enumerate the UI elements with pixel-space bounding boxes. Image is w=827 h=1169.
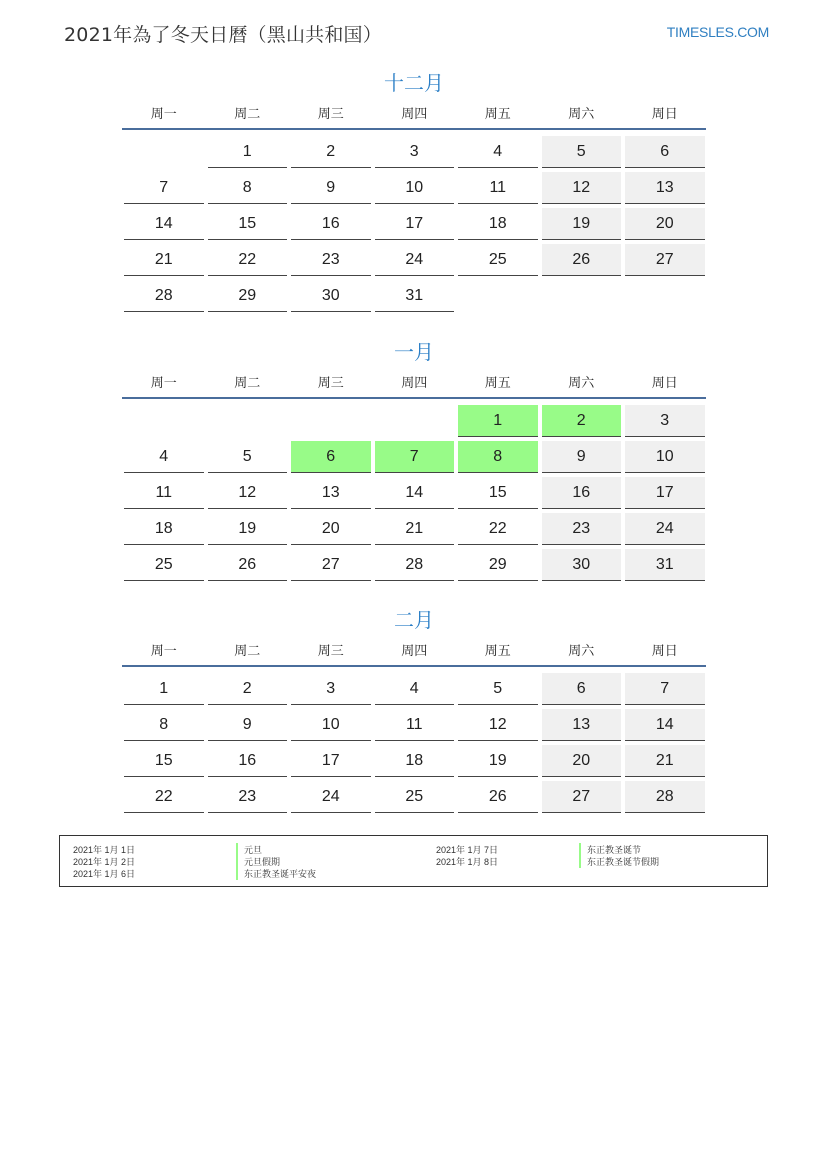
day-cell: 29 (458, 549, 538, 581)
weekend-day-cell: 20 (542, 745, 622, 777)
day-cell: 23 (208, 781, 288, 813)
day-grid (122, 671, 706, 815)
weekend-day-cell: 28 (625, 781, 705, 813)
weekend-day-cell: 10 (625, 441, 705, 473)
weekday-label: 周三 (317, 644, 344, 659)
month-february (122, 607, 706, 815)
day-cell: 28 (124, 280, 204, 312)
day-cell: 12 (208, 477, 288, 509)
day-cell: 5 (458, 673, 538, 705)
weekday-label: 周三 (317, 376, 344, 391)
weekday-label: 周五 (484, 107, 511, 122)
weekday-label: 周日 (651, 107, 678, 122)
day-cell: 18 (124, 513, 204, 545)
day-cell: 31 (375, 280, 455, 312)
weekday-label: 周三 (317, 107, 344, 122)
weekend-day-cell: 13 (625, 172, 705, 204)
legend-date: 2021年 1月 6日 (73, 869, 136, 879)
weekend-day-cell: 27 (625, 244, 705, 276)
month-december (122, 70, 706, 314)
weekday-label: 周四 (401, 107, 428, 122)
legend-date: 2021年 1月 7日 (436, 845, 499, 855)
day-cell: 19 (458, 745, 538, 777)
weekend-day-cell: 14 (625, 709, 705, 741)
weekend-day-cell: 12 (542, 172, 622, 204)
day-cell: 17 (291, 745, 371, 777)
legend-date: 2021年 1月 1日 (73, 845, 136, 855)
day-cell: 9 (291, 172, 371, 204)
empty-day-cell (458, 280, 538, 312)
day-cell: 13 (291, 477, 371, 509)
day-cell: 3 (375, 136, 455, 168)
day-cell: 26 (458, 781, 538, 813)
weekday-label: 周五 (484, 376, 511, 391)
weekday-label: 周四 (401, 376, 428, 391)
day-cell: 11 (458, 172, 538, 204)
legend-holiday-name: 元旦 (236, 843, 262, 856)
weekend-day-cell: 7 (625, 673, 705, 705)
weekend-day-cell: 19 (542, 208, 622, 240)
day-cell: 16 (291, 208, 371, 240)
day-cell: 10 (375, 172, 455, 204)
day-cell: 21 (124, 244, 204, 276)
legend-holiday-name: 元旦假期 (236, 855, 280, 868)
weekday-label: 周五 (484, 644, 511, 659)
weekday-label: 周六 (568, 376, 595, 391)
empty-day-cell (208, 405, 288, 437)
day-cell: 19 (208, 513, 288, 545)
weekend-day-cell: 21 (625, 745, 705, 777)
legend-holiday-name: 东正教圣诞节假期 (579, 855, 659, 868)
day-cell: 25 (458, 244, 538, 276)
day-cell: 25 (375, 781, 455, 813)
weekday-header (122, 643, 706, 667)
weekend-day-cell: 26 (542, 244, 622, 276)
weekday-label: 周一 (150, 107, 177, 122)
weekday-label: 周一 (150, 644, 177, 659)
day-cell: 16 (208, 745, 288, 777)
day-cell: 28 (375, 549, 455, 581)
holiday-day-cell: 8 (458, 441, 538, 473)
day-cell: 21 (375, 513, 455, 545)
weekday-header (122, 106, 706, 130)
day-cell: 7 (124, 172, 204, 204)
holiday-legend (59, 835, 768, 887)
weekday-label: 周日 (651, 376, 678, 391)
holiday-day-cell: 2 (542, 405, 622, 437)
weekend-day-cell: 9 (542, 441, 622, 473)
month-title: 十二月 (384, 71, 444, 95)
weekend-day-cell: 20 (625, 208, 705, 240)
weekend-day-cell: 6 (625, 136, 705, 168)
day-cell: 22 (124, 781, 204, 813)
day-cell: 26 (208, 549, 288, 581)
weekday-label: 周日 (651, 644, 678, 659)
weekday-label: 周六 (568, 644, 595, 659)
month-title: 一月 (394, 340, 434, 364)
empty-day-cell (124, 405, 204, 437)
page-title: 2021年為了冬天日曆（黑山共和国） (64, 24, 382, 46)
legend-date: 2021年 1月 8日 (436, 857, 499, 867)
weekend-day-cell: 24 (625, 513, 705, 545)
day-grid (122, 403, 706, 583)
day-cell: 18 (458, 208, 538, 240)
day-cell: 29 (208, 280, 288, 312)
holiday-day-cell: 1 (458, 405, 538, 437)
weekday-label: 周一 (150, 376, 177, 391)
weekend-day-cell: 3 (625, 405, 705, 437)
weekend-day-cell: 30 (542, 549, 622, 581)
month-january (122, 339, 706, 583)
day-cell: 22 (458, 513, 538, 545)
weekend-day-cell: 17 (625, 477, 705, 509)
day-cell: 14 (124, 208, 204, 240)
day-cell: 4 (458, 136, 538, 168)
weekday-label: 周六 (568, 107, 595, 122)
empty-day-cell (375, 405, 455, 437)
empty-day-cell (542, 280, 622, 312)
day-cell: 18 (375, 745, 455, 777)
legend-holiday-name: 东正教圣诞节 (579, 843, 641, 856)
weekday-header (122, 375, 706, 399)
empty-day-cell (625, 280, 705, 312)
day-cell: 2 (208, 673, 288, 705)
day-cell: 17 (375, 208, 455, 240)
day-cell: 12 (458, 709, 538, 741)
weekend-day-cell: 31 (625, 549, 705, 581)
day-cell: 1 (124, 673, 204, 705)
day-cell: 9 (208, 709, 288, 741)
weekday-label: 周二 (234, 644, 261, 659)
day-cell: 22 (208, 244, 288, 276)
empty-day-cell (291, 405, 371, 437)
day-cell: 23 (291, 244, 371, 276)
day-grid (122, 134, 706, 314)
weekend-day-cell: 13 (542, 709, 622, 741)
day-cell: 1 (208, 136, 288, 168)
weekend-day-cell: 6 (542, 673, 622, 705)
day-cell: 8 (208, 172, 288, 204)
weekend-day-cell: 27 (542, 781, 622, 813)
site-link[interactable]: TIMESLES.COM (666, 24, 769, 40)
month-title: 二月 (394, 608, 434, 632)
day-cell: 11 (124, 477, 204, 509)
weekend-day-cell: 16 (542, 477, 622, 509)
legend-date: 2021年 1月 2日 (73, 857, 136, 867)
holiday-day-cell: 6 (291, 441, 371, 473)
day-cell: 15 (458, 477, 538, 509)
day-cell: 3 (291, 673, 371, 705)
day-cell: 2 (291, 136, 371, 168)
day-cell: 8 (124, 709, 204, 741)
day-cell: 20 (291, 513, 371, 545)
empty-day-cell (124, 136, 204, 168)
weekend-day-cell: 23 (542, 513, 622, 545)
day-cell: 4 (375, 673, 455, 705)
weekday-label: 周二 (234, 107, 261, 122)
day-cell: 4 (124, 441, 204, 473)
day-cell: 11 (375, 709, 455, 741)
weekday-label: 周四 (401, 644, 428, 659)
day-cell: 15 (124, 745, 204, 777)
day-cell: 10 (291, 709, 371, 741)
holiday-day-cell: 7 (375, 441, 455, 473)
legend-holiday-name: 东正教圣诞平安夜 (236, 867, 316, 880)
day-cell: 25 (124, 549, 204, 581)
weekday-label: 周二 (234, 376, 261, 391)
day-cell: 27 (291, 549, 371, 581)
day-cell: 24 (291, 781, 371, 813)
weekend-day-cell: 5 (542, 136, 622, 168)
day-cell: 15 (208, 208, 288, 240)
day-cell: 30 (291, 280, 371, 312)
day-cell: 14 (375, 477, 455, 509)
day-cell: 24 (375, 244, 455, 276)
day-cell: 5 (208, 441, 288, 473)
